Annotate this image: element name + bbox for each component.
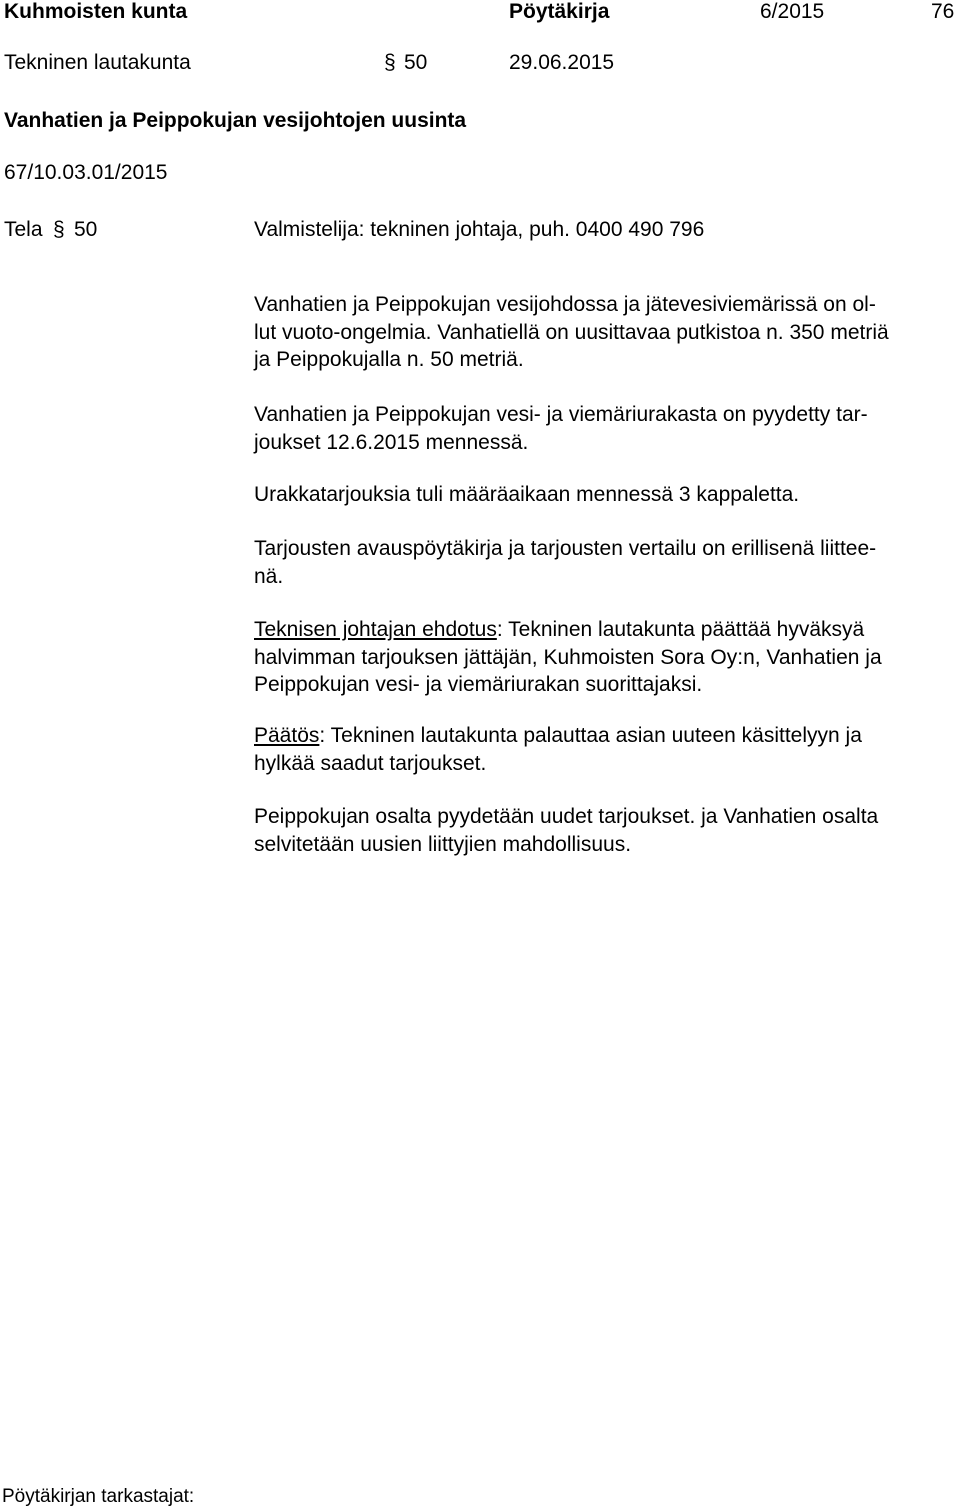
paragraph-line: hylkää saadut tarjoukset. bbox=[254, 751, 487, 775]
paragraph-line: ja Peippokujalla n. 50 metriä. bbox=[254, 348, 524, 371]
preparer-info: Valmistelija: tekninen johtaja, puh. 0400 490 796 bbox=[254, 218, 705, 241]
item-title: Vanhatien ja Peippokujan vesijohtojen uusinta bbox=[4, 109, 467, 132]
paragraph-line: nä. bbox=[254, 564, 284, 588]
paragraph-background bbox=[254, 291, 954, 374]
issue-number: 6/2015 bbox=[760, 0, 825, 23]
page-number: 76 bbox=[931, 0, 955, 23]
proposal-label: Teknisen johtajan ehdotus bbox=[254, 618, 497, 641]
decision-label: Päätös bbox=[254, 724, 320, 747]
paragraph-further-actions bbox=[254, 803, 954, 858]
preparation-section-number: 50 bbox=[74, 218, 98, 241]
proposal-text: : Tekninen lautakunta päättää hyväksyä bbox=[496, 618, 865, 641]
meeting-date: 29.06.2015 bbox=[509, 51, 615, 74]
paragraph-line: Peippokujan vesi- ja viemäriurakan suorittajaksi. bbox=[254, 673, 703, 696]
municipality-name: Kuhmoisten kunta bbox=[4, 0, 188, 23]
paragraph-line: Peippokujan osalta pyydetään uudet tarjoukset. ja Vanhatien osalta bbox=[254, 805, 879, 828]
paragraph-line: Vanhatien ja Peippokujan vesijohdossa ja jätevesiviemärissä on ol- bbox=[254, 293, 876, 316]
paragraph-line: Tarjousten avauspöytäkirja ja tarjousten vertailu on erillisenä liittee- bbox=[254, 537, 877, 560]
paragraph-request-for-tenders bbox=[254, 401, 954, 456]
paragraph-attachment bbox=[254, 535, 954, 590]
preparation-body: Tela bbox=[4, 218, 43, 241]
committee-name: Tekninen lautakunta bbox=[4, 51, 191, 74]
document-type: Pöytäkirja bbox=[509, 0, 610, 23]
section-number: 50 bbox=[404, 51, 428, 74]
record-number: 67/10.03.01/2015 bbox=[4, 161, 168, 184]
paragraph-line: joukset 12.6.2015 mennessä. bbox=[254, 430, 529, 454]
paragraph-line: Urakkatarjouksia tuli määräaikaan mennessä 3 kappaletta. bbox=[254, 483, 800, 506]
paragraph-proposal bbox=[254, 616, 954, 699]
paragraph-decision bbox=[254, 722, 954, 777]
decision-text: : Tekninen lautakunta palauttaa asian uuteen käsittelyyn ja bbox=[319, 724, 862, 747]
paragraph-line: selvitetään uusien liittyjien mahdollisuus. bbox=[254, 832, 632, 856]
paragraph-line: lut vuoto-ongelmia. Vanhatiellä on uusittavaa putkistoa n. 350 metriä bbox=[254, 320, 889, 344]
paragraph-line: Vanhatien ja Peippokujan vesi- ja viemäriurakasta on pyydetty tar- bbox=[254, 403, 868, 426]
section-symbol: § bbox=[384, 51, 396, 74]
paragraph-tenders-received bbox=[254, 481, 954, 509]
paragraph-line: halvimman tarjouksen jättäjän, Kuhmoisten Sora Oy:n, Vanhatien ja bbox=[254, 645, 882, 669]
preparation-section-symbol: § bbox=[53, 218, 65, 241]
footer-reviewers-label: Pöytäkirjan tarkastajat: bbox=[2, 1486, 195, 1507]
